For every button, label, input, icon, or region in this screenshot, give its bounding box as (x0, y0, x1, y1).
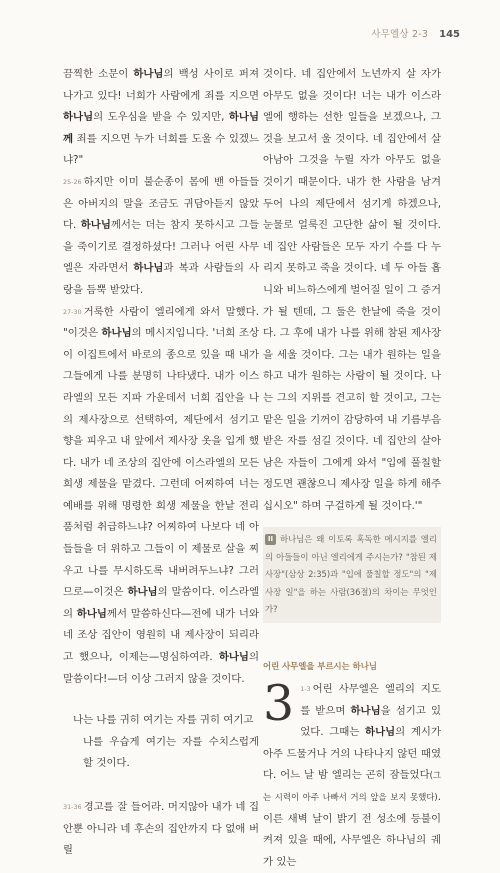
chapter-drop-cap: 3 (263, 674, 295, 732)
emphasis-word: 하나님 (133, 68, 164, 80)
text-run: 거룩한 사람이 엘리에게 와서 말했다. "이것은 (63, 305, 259, 340)
aside-text: (그는 시력이 아주 나빠서 거의 앞을 보지 못했다) (263, 770, 441, 802)
verse-number: 1-3 (300, 684, 311, 693)
paragraph (63, 797, 259, 862)
verse-number: 25-26 (63, 177, 82, 186)
section-label: 사무엘상 2-3 (371, 29, 429, 40)
right-column (263, 64, 441, 873)
emphasis-word: 하나님 (63, 111, 94, 124)
poem-line: 나는 나를 귀히 여기는 자를 귀히 여기고 (73, 714, 254, 727)
paragraph (263, 64, 441, 517)
text-run: 의 말씀이다. 이스라엘의 (63, 586, 259, 620)
question-icon: II (265, 534, 276, 545)
text-run: 을 섬기고 있었다. 그때는 (300, 704, 441, 739)
emphasis-word: 하나님 (76, 607, 107, 620)
paragraph (263, 674, 441, 873)
verse-number: 31-36 (63, 803, 82, 811)
verse-number: 27-30 (63, 307, 82, 316)
text-run: 의 도우심을 받을 수 있지만, (93, 111, 229, 124)
text-run: 의 계시가 아주 드물거나 거의 나타나지 않던 때였다. 어느 날 밤 엘리는 곤히 잠들었다 (263, 726, 441, 782)
text-run: . 이른 새벽 날이 밝기 전 성소에 등불이 켜져 있을 때에, 사무엘은 하나님의 궤가 있는 (263, 790, 441, 868)
text-run: 과 복과 사람들의 사랑을 듬뿍 받았다. (63, 262, 259, 296)
running-header (371, 26, 460, 40)
text-run: 의 백성 사이로 퍼져 나가고 있다! 너희가 사람에게 죄를 지으면 (63, 68, 259, 102)
text-run: 어린 사무엘은 엘리의 지도를 받으며 (300, 682, 441, 717)
emphasis-word: 하나님 (350, 704, 381, 717)
emphasis-word: 하나님 (80, 219, 111, 232)
emphasis-word: 하나님께 (63, 111, 259, 145)
text-run: 께서는 더는 참지 못하시고 그들을 죽이기로 결정하셨다! 그러나 어린 사무엘은 자라면서 (63, 219, 259, 275)
text-run: 죄를 지으면 누가 너희를 도울 수 있겠느냐?" (63, 132, 259, 167)
reflection-text: 하나님은 왜 이토록 혹독한 메시지를 엘리의 아들들이 아닌 엘리에게 주시는가? "참된 제사장"(삼상 2:35)과 "입에 풀칠할 정도"의 "제사장 일"을 하는 사람(36절)의 차이는 무엇인가? (265, 534, 437, 615)
text-run: 것이다. 네 집안에서 노년까지 살 자가 아무도 없을 것이다! 너는 내가 이스라엘에 행하는 선한 일들을 보겠으나, 그것을 보고서 울 것이다. 네 집안에서 살아남아 그것을 누릴 자가 아무도 없을 것이기 때문이다. 내가 한 사람을 남겨 두어 나의 제단에서 섬기게 하겠으나, 눈물로 얼룩진 고단한 삶이 될 것이다. 네 집안 사람들은 모두 자기 수를 다 누리지 못하고 죽을 것이다. 네 두 아들 홉니와 비느하스에게 벌어질 일이 그 증거가 될 텐데, 그 둘은 한날에 죽을 것이다. 그 후에 내가 나를 위해 참된 제사장을 세울 것이다. 그는 내가 원하는 일을 하고 내가 원하는 사람이 될 것이다. 나는 그의 지위를 견고히 할 것이고, 그는 맡은 일을 기꺼이 감당하여 내 기름부음 받은 자를 섬길 것이다. 네 집안의 살아남은 자들이 그에게 와서 "입에 풀칠할 정도면 괜찮으니 제사장 일을 하게 해주십시오" 하며 구걸하게 될 것이다.'" (263, 68, 441, 512)
emphasis-word: 하나님 (133, 262, 164, 275)
text-run: 경고를 잘 들어라. 머지않아 내가 네 집안뿐 아니라 네 후손의 집안까지 다 없애 버릴 (63, 801, 259, 857)
poem-line: 나를 우습게 여기는 자를 수치스럽게 할 것이다. (83, 735, 259, 770)
paragraph (63, 302, 259, 691)
emphasis-word: 하나님 (101, 327, 132, 340)
paragraph (63, 172, 259, 302)
text-run: 끔찍한 소문이 (63, 68, 134, 80)
section-subheading: 어린 사무엘을 부르시는 하나님 (263, 660, 377, 671)
page-number: 145 (439, 29, 460, 40)
reflection-box (263, 527, 441, 623)
text-run: 하지만 이미 불순종이 몸에 밴 아들들은 아버지의 말을 조금도 귀담아듣지 않았다. (63, 175, 259, 232)
emphasis-word: 하나님 (127, 586, 158, 599)
emphasis-word: 하나님 (365, 726, 396, 739)
text-run: 의 메시지입니다. '너희 조상이 이집트에서 바로의 종으로 있을 때 내가 그들에게 나를 분명히 나타냈다. 내가 이스라엘의 모든 지파 가운데서 너희 집안을 나의 제사장으로 선택하여, 제단에서 섬기고 향을 피우고 내 앞에서 제사장 옷을 입게 했다. 내가 네 조상의 집안에 이스라엘의 모든 희생 제물을 맡겼다. 그런데 어찌하여 너는 예배를 위해 명령한 희생 제물을 한낱 전리품처럼 취급하느냐? 어찌하여 나보다 네 아들들을 더 위하고 그들이 이 제물로 살을 찌우고 나를 무시하도록 내버려두느냐? 그러므로—이것은 (63, 327, 259, 599)
poem-quote (73, 710, 259, 775)
text-run: 의 말씀이다!—더 이상 그러지 않을 것이다. (63, 651, 259, 685)
paragraph (63, 64, 259, 172)
text-run: 께서 말씀하신다—전에 내가 너와 네 조상 집안이 영원히 내 제사장이 되리라고 했으나, 이제는—명심하여라. (63, 607, 259, 664)
left-column (63, 64, 259, 862)
emphasis-word: 하나님 (218, 651, 249, 664)
